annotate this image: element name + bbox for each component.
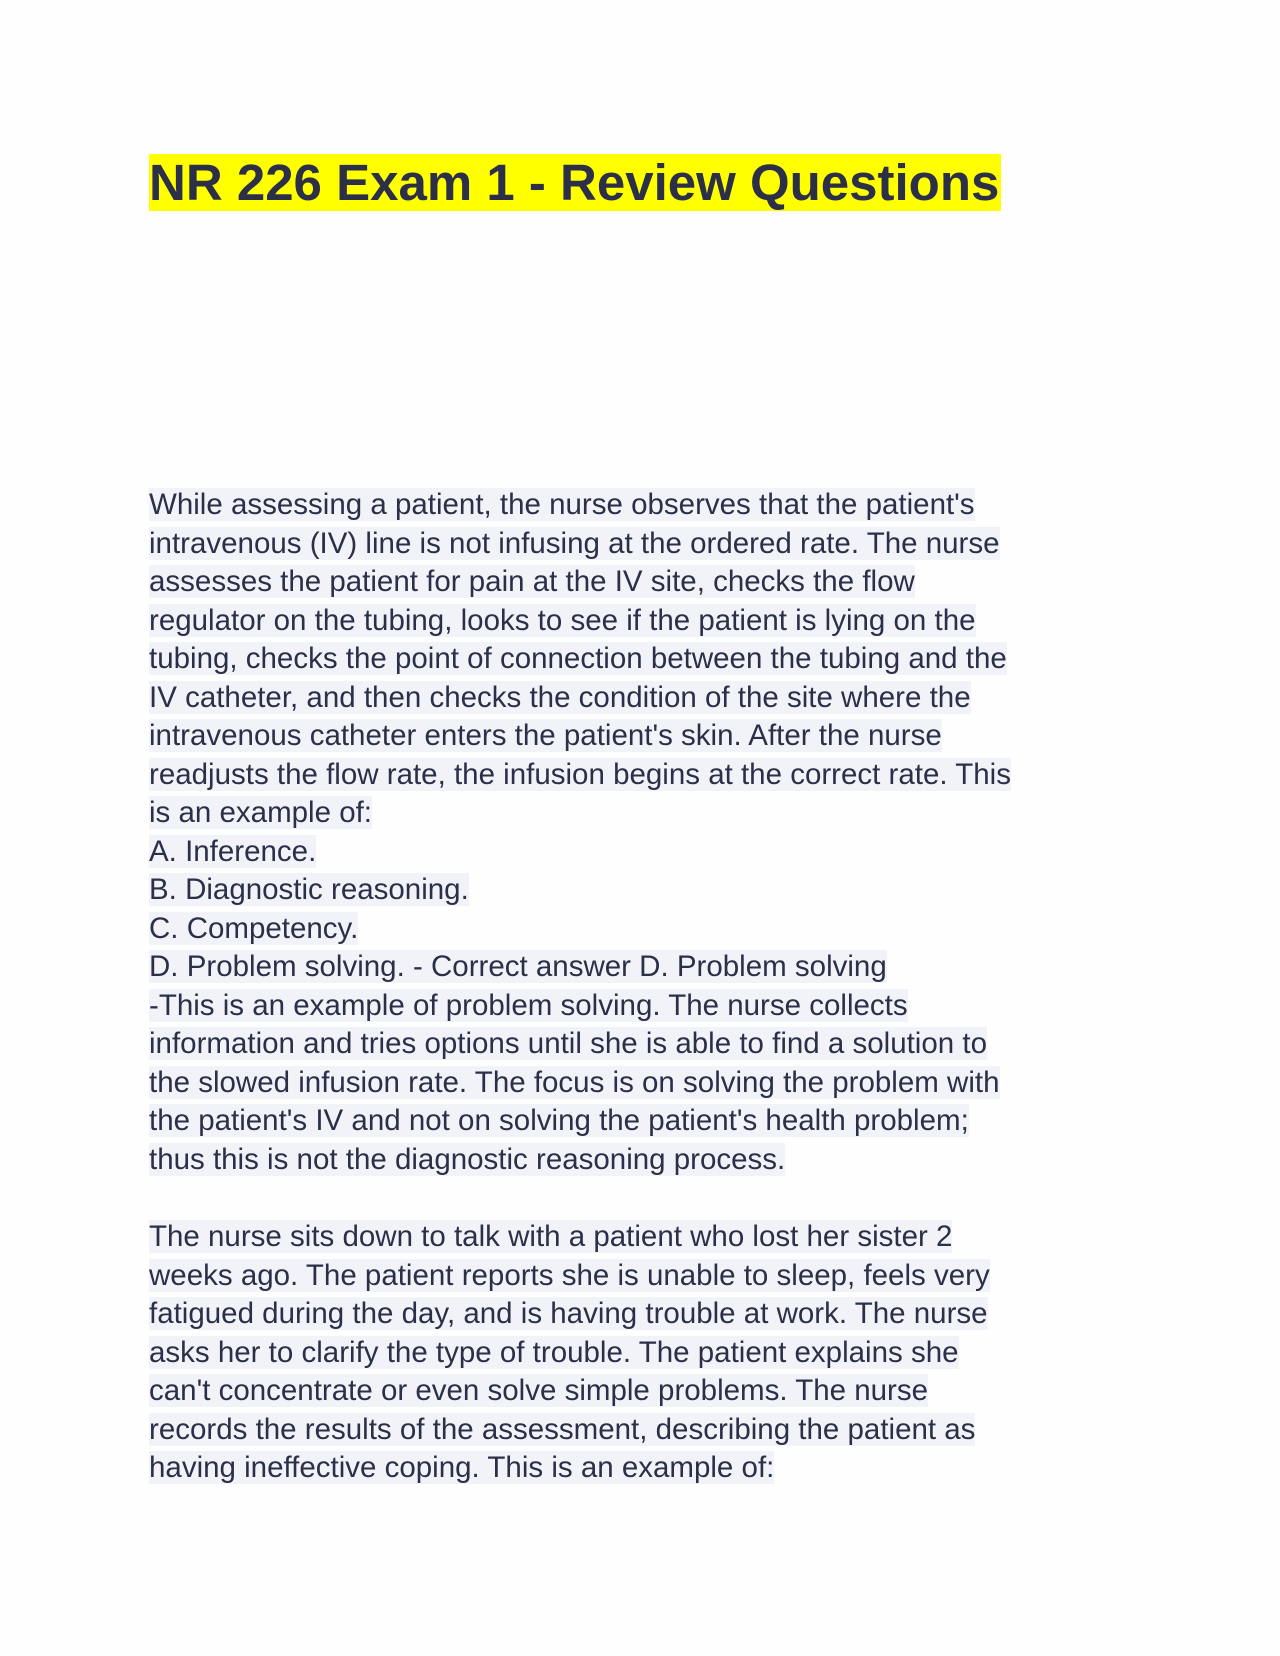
text-line: weeks ago. The patient reports she is unable to sleep, feels very — [149, 1258, 990, 1292]
question-prompt-end: is an example of: — [149, 796, 373, 829]
text-line: tubing, checks the point of connection between the tubing and the — [149, 642, 1007, 675]
rationale-line: the patient's IV and not on solving the patient's health problem; — [149, 1104, 969, 1137]
rationale-line: thus this is not the diagnostic reasoning process. — [149, 1142, 786, 1176]
rationale-line: the slowed infusion rate. The focus is on solving the problem with — [149, 1065, 1000, 1099]
answer-option-c: C. Competency. — [149, 911, 359, 945]
text-line: intravenous (IV) line is not infusing at the ordered rate. The nurse — [149, 526, 1000, 560]
text-line: IV catheter, and then checks the condition of the site where the — [149, 680, 971, 714]
question-prompt-end: having ineffective coping. This is an example of: — [149, 1451, 775, 1484]
text-line: fatigued during the day, and is having trouble at work. The nurse — [149, 1297, 988, 1330]
text-line: While assessing a patient, the nurse observes that the patient's — [149, 488, 975, 521]
text-line: readjusts the flow rate, the infusion begins at the correct rate. This — [149, 757, 1011, 791]
rationale-line: information and tries options until she is able to find a solution to — [149, 1027, 987, 1060]
text-line: can't concentrate or even solve simple problems. The nurse — [149, 1374, 929, 1407]
text-line: asks her to clarify the type of trouble. The patient explains she — [149, 1335, 959, 1369]
text-line: intravenous catheter enters the patient's skin. After the nurse — [149, 719, 942, 752]
answer-option-b: B. Diagnostic reasoning. — [149, 873, 469, 906]
answer-option-a: A. Inference. — [149, 834, 317, 868]
text-line: assesses the patient for pain at the IV site, checks the flow — [149, 565, 915, 598]
page-title-text: NR 226 Exam 1 - Review Questions — [149, 154, 1000, 211]
text-line: records the results of the assessment, describing the patient as — [149, 1412, 976, 1446]
rationale-line: -This is an example of problem solving. The nurse collects — [149, 988, 908, 1022]
question-2 — [149, 1218, 1149, 1488]
answer-option-d: D. Problem solving. - Correct answer D. Problem solving — [149, 950, 887, 983]
text-line: regulator on the tubing, looks to see if the patient is lying on the — [149, 603, 976, 637]
question-1 — [149, 486, 1149, 1179]
page-title — [149, 148, 1001, 217]
text-line: The nurse sits down to talk with a patient who lost her sister 2 — [149, 1220, 953, 1253]
